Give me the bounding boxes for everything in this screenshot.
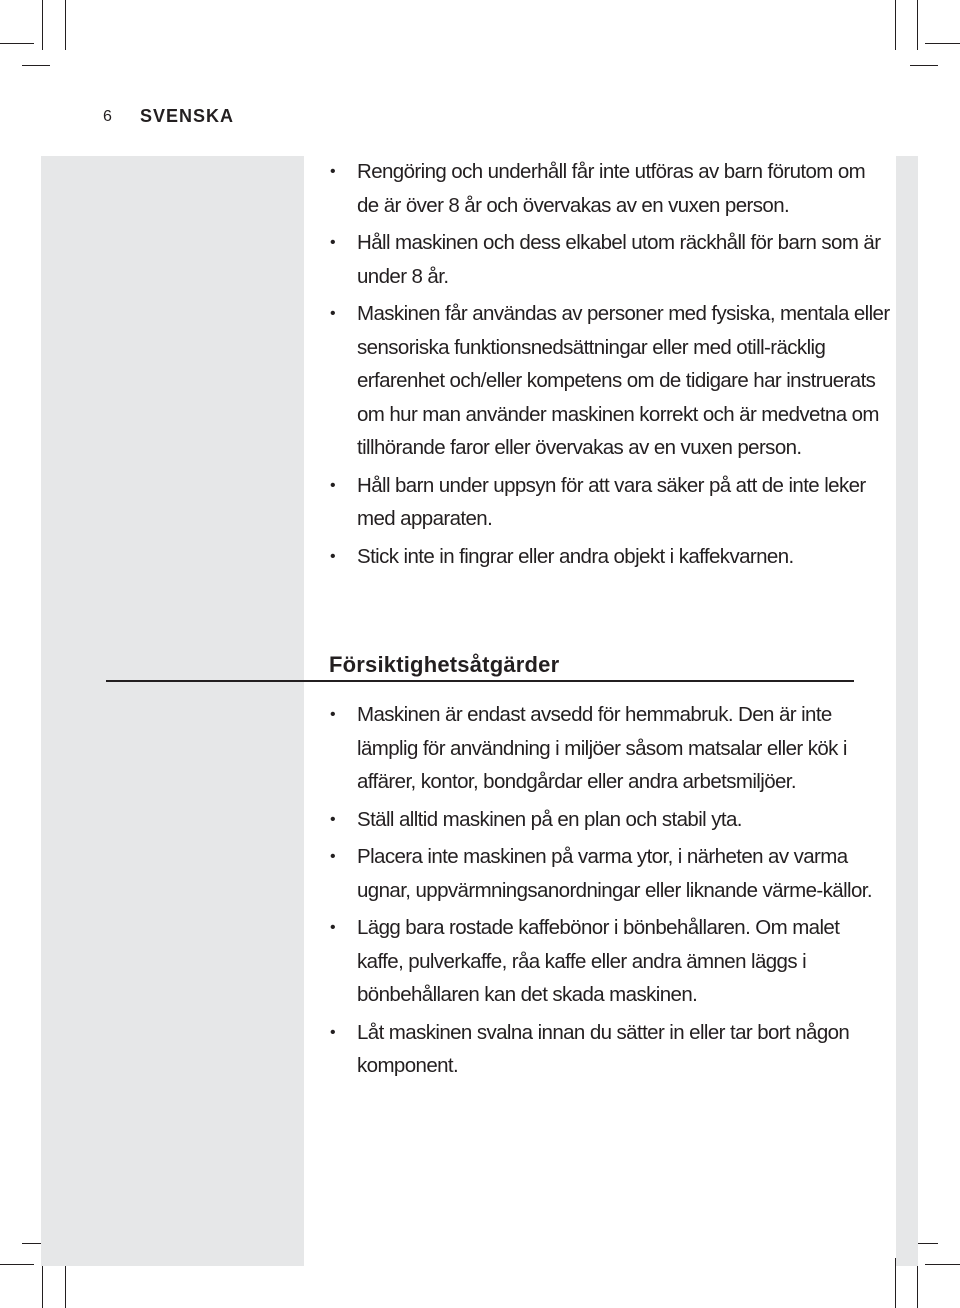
- bullet-icon: •: [330, 234, 336, 251]
- list-item-text: Rengöring och underhåll får inte utföras av barn förutom om de är över 8 år och övervakas av en vuxen person.: [357, 160, 866, 217]
- list-item-text: Låt maskinen svalna innan du sätter in eller tar bort någon komponent.: [357, 1020, 850, 1077]
- list-item: [330, 155, 890, 222]
- bullet-icon: •: [330, 810, 336, 828]
- list-item-text: Lägg bara rostade kaffebönor i bönbehållaren. Om malet kaffe, pulverkaffe, råa kaffe eller andra ämnen läggs i bönbehållaren kan det skada maskinen.: [357, 916, 840, 1006]
- bullet-icon: •: [330, 163, 336, 180]
- crop-mark: [42, 0, 43, 50]
- left-gray-panel: [41, 156, 304, 1266]
- list-item-text: Ställ alltid maskinen på en plan och stabil yta.: [357, 807, 742, 831]
- precautions-list-section: [330, 698, 890, 1087]
- list-item: [330, 226, 890, 293]
- list-item: [330, 911, 890, 1012]
- language-label: SVENSKA: [140, 106, 235, 126]
- crop-mark: [895, 0, 896, 50]
- bullet-icon: •: [330, 848, 336, 865]
- crop-mark: [925, 1264, 960, 1265]
- list-item-text: Håll maskinen och dess elkabel utom räckhåll för barn som är under 8 år.: [357, 231, 881, 288]
- list-item: [330, 540, 890, 574]
- crop-mark: [0, 1264, 34, 1265]
- bullet-list: [330, 155, 890, 573]
- page-number: 6: [103, 108, 112, 125]
- bullet-icon: •: [330, 706, 336, 723]
- right-gray-panel: [896, 156, 918, 1266]
- bullet-list: [330, 698, 890, 1083]
- list-item: [330, 297, 890, 465]
- crop-mark: [0, 43, 34, 44]
- bullet-icon: •: [330, 305, 336, 322]
- crop-mark: [65, 0, 66, 50]
- list-item-text: Håll barn under uppsyn för att vara säker på att de inte leker med apparaten.: [357, 473, 866, 530]
- list-item-text: Maskinen får användas av personer med fysiska, mentala eller sensoriska funktionsnedsättningar eller med otill-räcklig erfarenhet och/eller kompetens om de tidigare har instruerats om hur man använder maskinen korrekt och är medvetna om tillhörande faror eller övervakas av en vuxen person.: [357, 302, 890, 459]
- bullet-icon: •: [330, 1023, 336, 1041]
- safety-list-section: [330, 155, 890, 577]
- list-item-text: Maskinen är endast avsedd för hemmabruk. Den är inte lämplig för användning i miljöer såsom matsalar eller kök i affärer, kontor, bondgårdar eller andra arbetsmiljöer.: [357, 703, 847, 793]
- section-divider: [106, 680, 854, 682]
- bullet-icon: •: [330, 919, 336, 936]
- list-item-text: Placera inte maskinen på varma ytor, i närheten av varma ugnar, uppvärmningsanordningar eller liknande värme-källor.: [357, 845, 872, 902]
- crop-mark: [917, 0, 918, 50]
- bullet-icon: •: [330, 476, 336, 494]
- list-item: [330, 698, 890, 799]
- list-item-text: Stick inte in fingrar eller andra objekt i kaffekvarnen.: [357, 544, 794, 568]
- section-heading: Försiktighetsåtgärder: [329, 652, 560, 677]
- crop-mark: [910, 65, 938, 66]
- list-item: [330, 803, 890, 837]
- crop-mark: [22, 65, 50, 66]
- crop-mark: [925, 43, 960, 44]
- list-item: [330, 840, 890, 907]
- list-item: [330, 469, 890, 536]
- bullet-icon: •: [330, 547, 336, 565]
- list-item: [330, 1016, 890, 1083]
